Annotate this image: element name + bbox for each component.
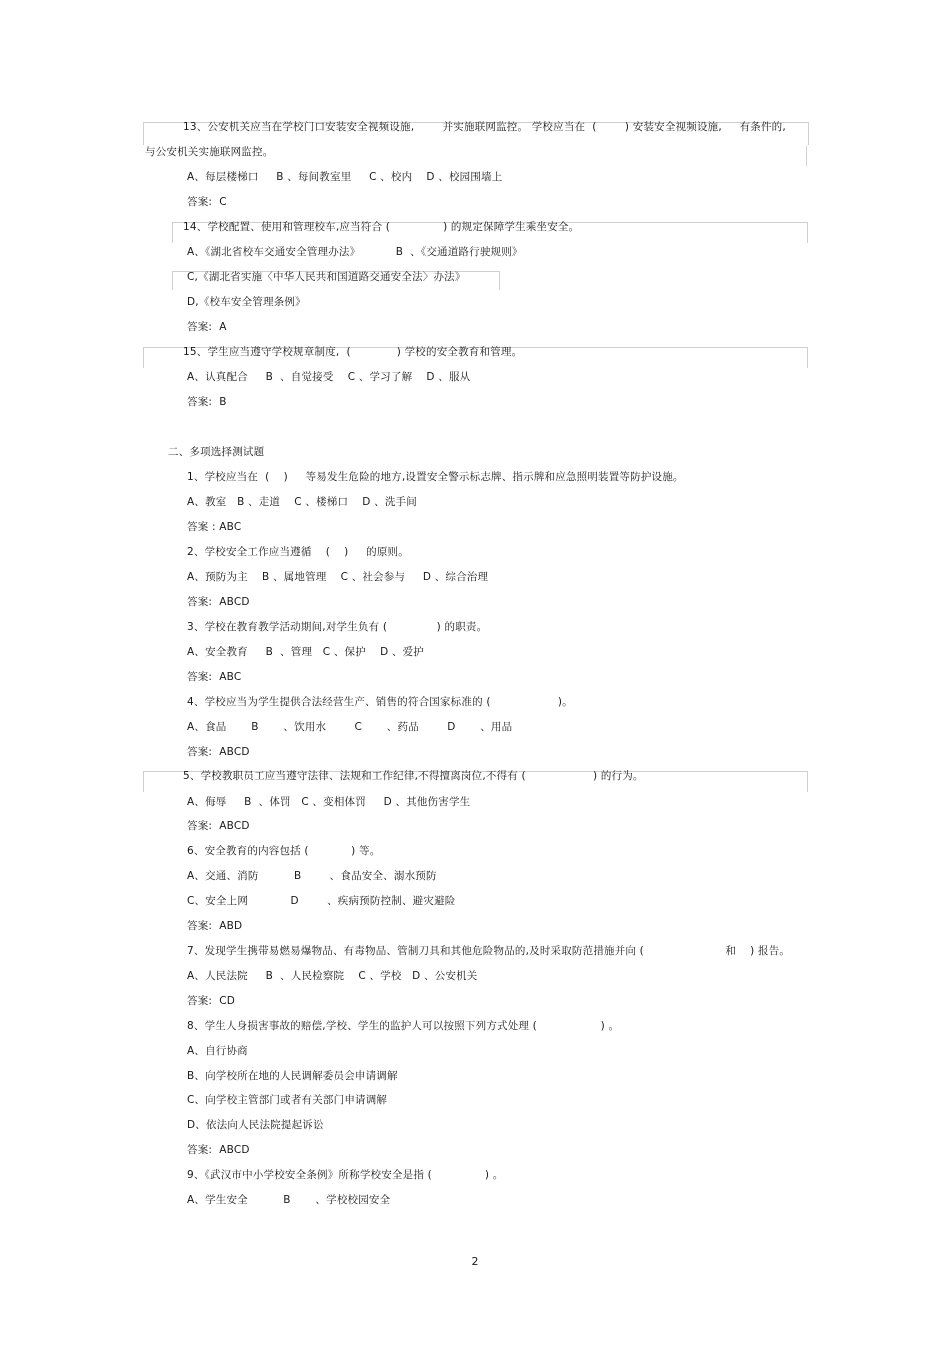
m4-answer: 答案: ABCD — [187, 746, 250, 758]
m7-question: 7、发现学生携带易燃易爆物品、有毒物品、管制刀具和其他危险物品的,及时采取防范措施并向 ( 和 ) 报告。 — [187, 945, 791, 957]
m8-question: 8、学生人身损害事故的赔偿,学校、学生的监护人可以按照下列方式处理 ( ) 。 — [187, 1020, 620, 1032]
m6-option-a: A、交通、消防 B 、食品安全、溺水预防 — [187, 870, 437, 882]
m6-question: 6、安全教育的内容包括 ( ) 等。 — [187, 845, 381, 857]
q13-line-2: 与公安机关实施联网监控。 — [145, 146, 274, 158]
m2-options: A、预防为主 B 、属地管理 C 、社会参与 D 、综合治理 — [187, 571, 489, 583]
m8-option-d: D、依法向人民法院提起诉讼 — [187, 1119, 324, 1131]
m9-question: 9、《武汉市中小学校安全条例》所称学校安全是指 ( ) 。 — [187, 1169, 504, 1181]
section-heading-multiple-choice: 二、多项选择测试题 — [168, 446, 265, 458]
m8-option-a: A、自行协商 — [187, 1045, 248, 1057]
q15-options: A、认真配合 B 、自觉接受 C 、学习了解 D 、服从 — [187, 371, 471, 383]
m6-answer: 答案: ABD — [187, 920, 243, 932]
q14-answer: 答案: A — [187, 321, 227, 333]
q14-option-d: D,《校车安全管理条例》 — [187, 296, 306, 308]
m8-option-b: B、向学校所在地的人民调解委员会申请调解 — [187, 1070, 398, 1082]
m3-options: A、安全教育 B 、管理 C 、保护 D 、爱护 — [187, 646, 425, 658]
m5-answer: 答案: ABCD — [187, 820, 250, 832]
m2-answer: 答案: ABCD — [187, 596, 250, 608]
q15-question: 15、学生应当遵守学校规章制度, ( ) 学校的安全教育和管理。 — [183, 346, 523, 358]
m5-options: A、侮辱 B 、体罚 C 、变相体罚 D 、其他伤害学生 — [187, 796, 471, 808]
q14-question: 14、学校配置、使用和管理校车,应当符合 ( ) 的规定保障学生乘坐安全。 — [183, 221, 580, 233]
m7-answer: 答案: CD — [187, 995, 236, 1007]
m1-answer: 答案 : ABC — [187, 521, 242, 533]
m7-options: A、人民法院 B 、人民检察院 C 、学校 D 、公安机关 — [187, 970, 478, 982]
q15-answer: 答案: B — [187, 396, 227, 408]
m8-answer: 答案: ABCD — [187, 1144, 250, 1156]
q13-options: A、每层楼梯口 B 、每间教室里 C 、校内 D 、校园围墙上 — [187, 171, 503, 183]
q14-option-c: C,《湖北省实施〈中华人民共和国道路交通安全法〉办法》 — [187, 271, 466, 283]
m4-question: 4、学校应当为学生提供合法经营生产、销售的符合国家标准的 ( )。 — [187, 696, 573, 708]
m1-question: 1、学校应当在 ( ) 等易发生危险的地方,设置安全警示标志牌、指示牌和应急照明装置等防护设施。 — [187, 471, 684, 483]
m6-option-c: C、安全上网 D 、疾病预防控制、避灾避险 — [187, 895, 456, 907]
m5-question: 5、学校教职员工应当遵守法律、法规和工作纪律,不得擅离岗位,不得有 ( ) 的行为。 — [183, 770, 644, 782]
m2-question: 2、学校安全工作应当遵循 ( ) 的原则。 — [187, 546, 409, 558]
q13-line-1: 13、公安机关应当在学校门口安装安全视频设施, 并实施联网监控。 学校应当在 ( ) 安装安全视频设施, 有条件的, — [183, 121, 786, 133]
m1-options: A、教室 B 、走道 C 、楼梯口 D 、洗手间 — [187, 496, 417, 508]
scan-tick-q13 — [806, 146, 807, 166]
m3-question: 3、学校在教育教学活动期间,对学生负有 ( ) 的职责。 — [187, 621, 488, 633]
q14-option-a: A、《湖北省校车交通安全管理办法》 B 、《交通道路行驶规则》 — [187, 246, 523, 258]
m9-options: A、学生安全 B 、学校校园安全 — [187, 1194, 391, 1206]
q13-answer: 答案: C — [187, 196, 227, 208]
m3-answer: 答案: ABC — [187, 671, 242, 683]
m8-option-c: C、向学校主管部门或者有关部门申请调解 — [187, 1094, 388, 1106]
page-number: 2 — [471, 1255, 479, 1268]
m4-options: A、食品 B 、饮用水 C 、药品 D 、用品 — [187, 721, 513, 733]
